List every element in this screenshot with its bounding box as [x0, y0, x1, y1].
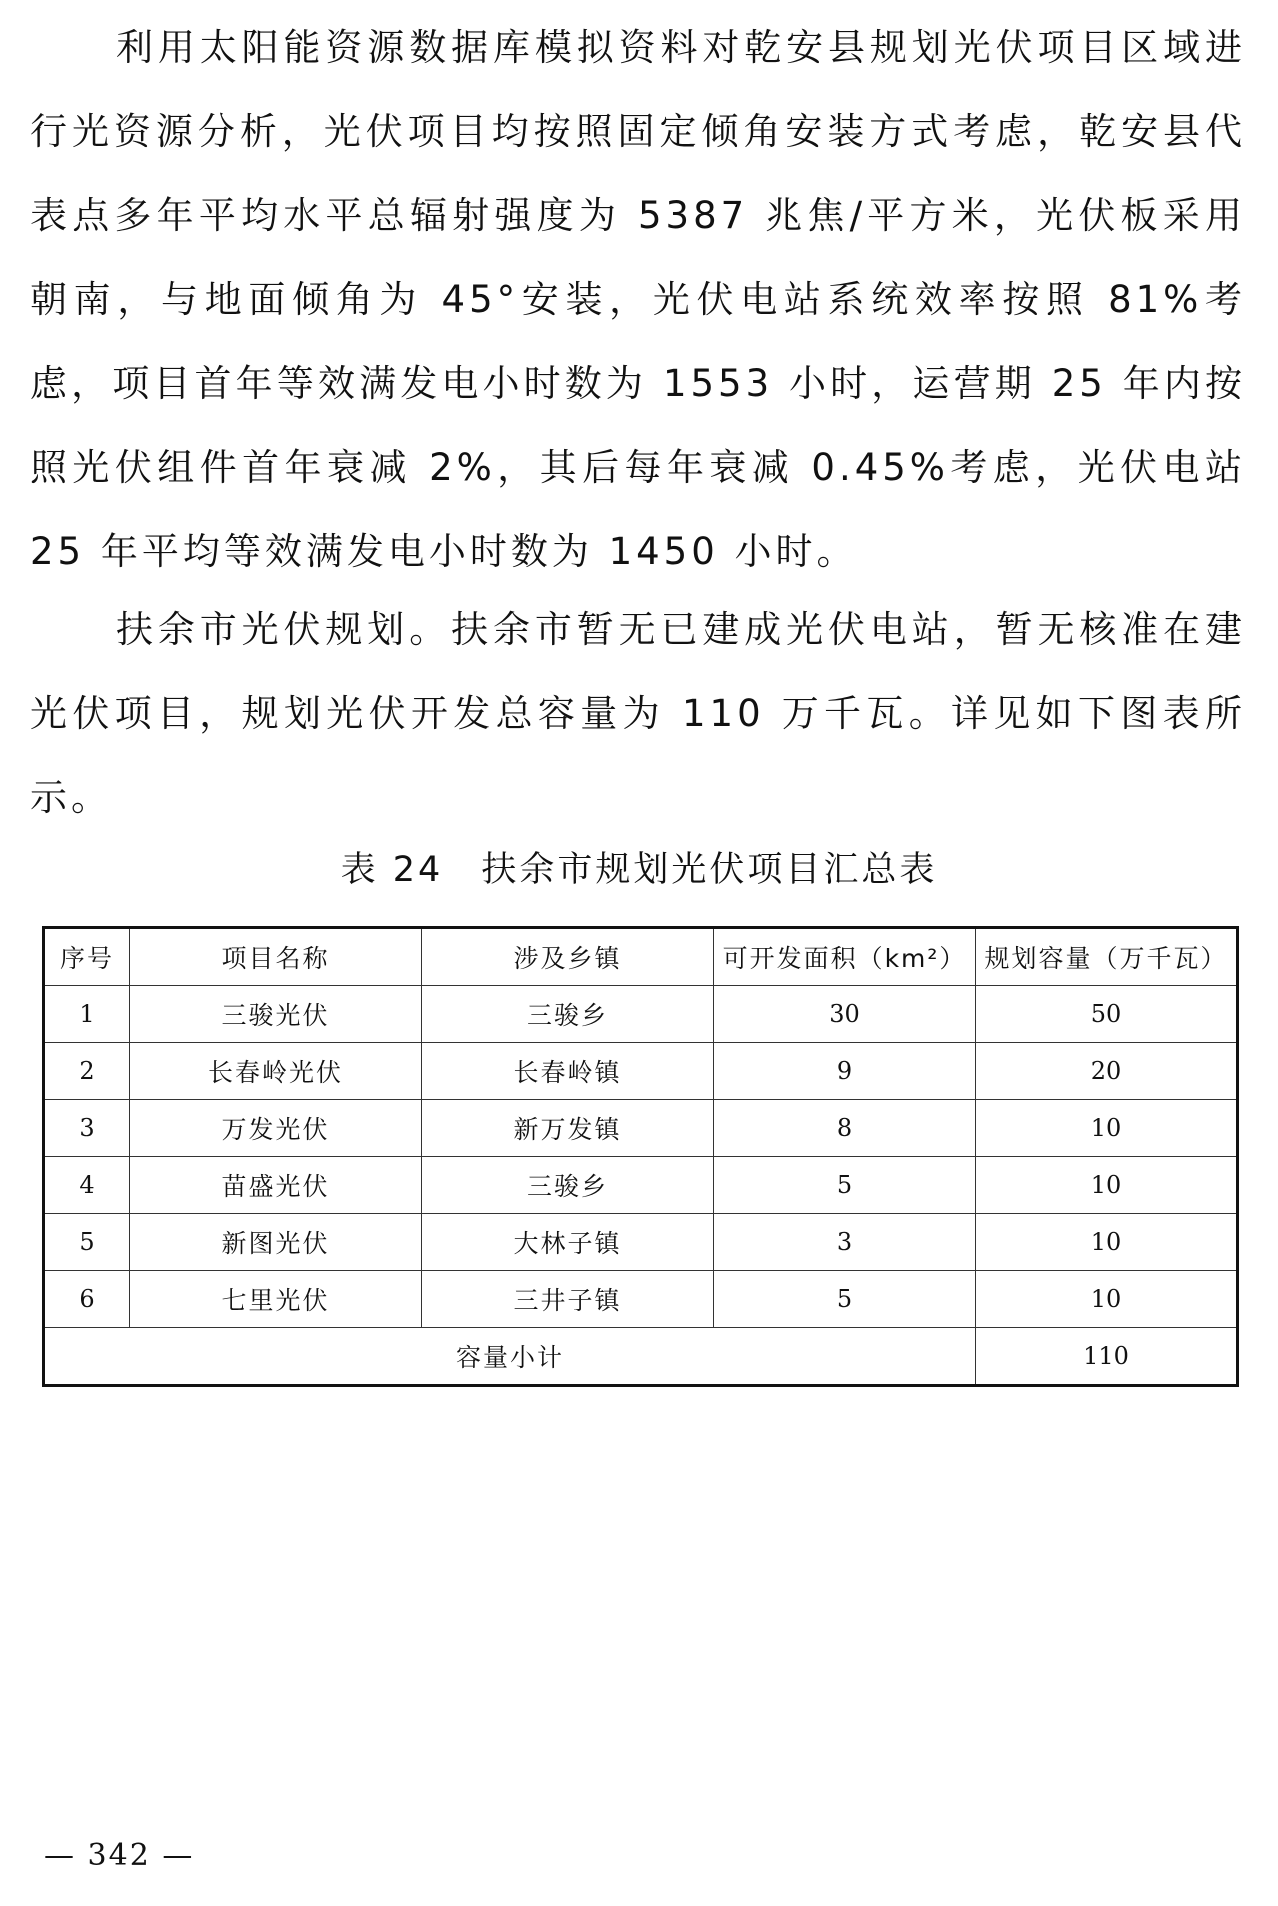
cell-serial: 3 — [44, 1100, 130, 1157]
table-row — [44, 1271, 1238, 1328]
header-area: 可开发面积（km²） — [714, 928, 976, 986]
cell-serial: 6 — [44, 1271, 130, 1328]
cell-project-name: 长春岭光伏 — [130, 1043, 422, 1100]
cell-serial: 2 — [44, 1043, 130, 1100]
cell-township: 三骏乡 — [422, 1157, 714, 1214]
cell-serial: 1 — [44, 986, 130, 1043]
cell-township: 新万发镇 — [422, 1100, 714, 1157]
paragraph-fuyu-solar-plan: 扶余市光伏规划。扶余市暂无已建成光伏电站，暂无核准在建光伏项目，规划光伏开发总容量为 110 万千瓦。详见如下图表所示。 — [30, 608, 1246, 819]
cell-township: 大林子镇 — [422, 1214, 714, 1271]
cell-township: 三骏乡 — [422, 986, 714, 1043]
cell-capacity: 50 — [976, 986, 1238, 1043]
cell-project-name: 万发光伏 — [130, 1100, 422, 1157]
cell-project-name: 新图光伏 — [130, 1214, 422, 1271]
table-header-row — [44, 928, 1238, 986]
table-row — [44, 1157, 1238, 1214]
solar-projects-table — [42, 926, 1239, 1387]
cell-township: 长春岭镇 — [422, 1043, 714, 1100]
table-row — [44, 1214, 1238, 1271]
cell-capacity: 10 — [976, 1100, 1238, 1157]
table-subtotal-row — [44, 1328, 1238, 1386]
table-row — [44, 1100, 1238, 1157]
cell-township: 三井子镇 — [422, 1271, 714, 1328]
cell-capacity: 20 — [976, 1043, 1238, 1100]
header-project-name: 项目名称 — [130, 928, 422, 986]
table-caption: 表 24 扶余市规划光伏项目汇总表 — [340, 850, 938, 890]
paragraph-qianan-solar-analysis: 利用太阳能资源数据库模拟资料对乾安县规划光伏项目区域进行光资源分析，光伏项目均按照固定倾角安装方式考虑，乾安县代表点多年平均水平总辐射强度为 5387 兆焦/平方米，光伏板采用朝南，与地面倾角为 45°安装，光伏电站系统效率按照 81%考虑，项目首年等效满发电小时数为 1553 小时，运营期 25 年内按照光伏组件首年衰减 2%，其后每年衰减 0.45%考虑，光伏电站 25 年平均等效满发电小时数为 1450 小时。 — [30, 26, 1246, 573]
cell-project-name: 三骏光伏 — [130, 986, 422, 1043]
cell-area: 30 — [714, 986, 976, 1043]
subtotal-value: 110 — [976, 1328, 1238, 1386]
cell-capacity: 10 — [976, 1214, 1238, 1271]
cell-serial: 5 — [44, 1214, 130, 1271]
table-row — [44, 1043, 1238, 1100]
cell-area: 3 — [714, 1214, 976, 1271]
cell-capacity: 10 — [976, 1157, 1238, 1214]
page-number: — 342 — — [44, 1838, 195, 1873]
table-row — [44, 986, 1238, 1043]
cell-project-name: 苗盛光伏 — [130, 1157, 422, 1214]
cell-project-name: 七里光伏 — [130, 1271, 422, 1328]
subtotal-label: 容量小计 — [44, 1328, 976, 1386]
cell-area: 5 — [714, 1271, 976, 1328]
header-capacity: 规划容量（万千瓦） — [976, 928, 1238, 986]
cell-serial: 4 — [44, 1157, 130, 1214]
header-township: 涉及乡镇 — [422, 928, 714, 986]
cell-area: 8 — [714, 1100, 976, 1157]
cell-capacity: 10 — [976, 1271, 1238, 1328]
header-serial: 序号 — [44, 928, 130, 986]
cell-area: 5 — [714, 1157, 976, 1214]
cell-area: 9 — [714, 1043, 976, 1100]
